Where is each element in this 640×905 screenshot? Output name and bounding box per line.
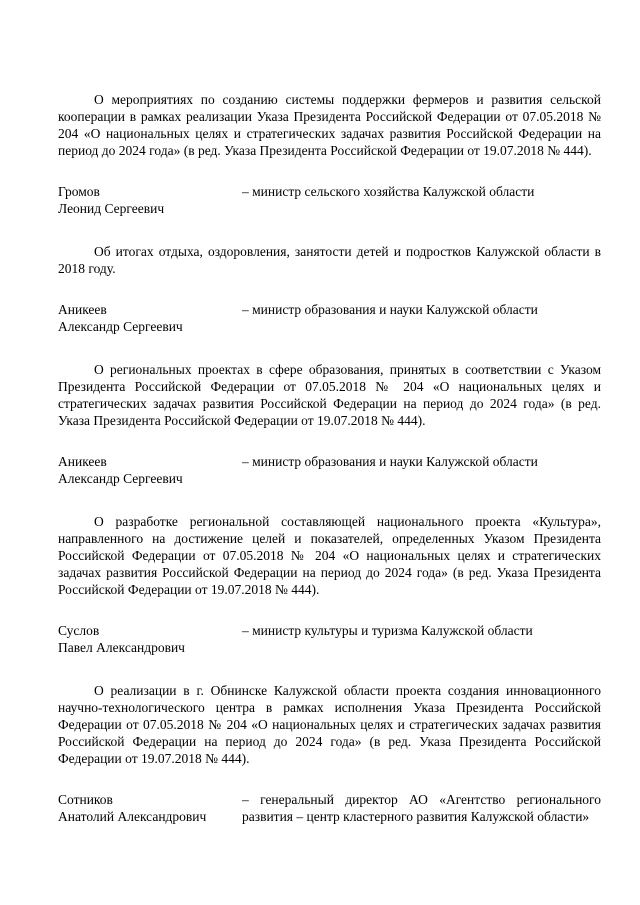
speaker-block [58, 183, 601, 217]
speaker-given-names: Леонид Сергеевич [58, 201, 165, 216]
speaker-name [58, 183, 242, 217]
speaker-position: – министр культуры и туризма Калужской области [242, 623, 533, 638]
agenda-item-text: О мероприятиях по созданию системы поддержки фермеров и развития сельской кооперации в рамках реализации Указа Президента Российской Федерации от 07.05.2018 № 204 «О национальных целях и стратегических задачах развития Российской Федерации на период до 2024 года» (в ред. Указа Президента Российской Федерации от 19.07.2018 № 444). [58, 92, 601, 158]
speaker-position: – генеральный директор АО «Агентство регионального развития – центр кластерного развития Калужской области» [242, 792, 601, 824]
speaker-given-names: Александр Сергеевич [58, 471, 183, 486]
speaker-name [58, 791, 242, 825]
agenda-item-text: Об итогах отдыха, оздоровления, занятости детей и подростков Калужской области в 2018 году. [58, 244, 601, 276]
speaker-surname: Сотников [58, 792, 113, 807]
speaker-name [58, 453, 242, 487]
speaker-surname: Громов [58, 184, 100, 199]
speaker-surname: Суслов [58, 623, 100, 638]
document-page [58, 91, 601, 825]
speaker-position: – министр сельского хозяйства Калужской области [242, 184, 535, 199]
speaker-block [58, 453, 601, 487]
speaker-name [58, 622, 242, 656]
speaker-block [58, 301, 601, 335]
speaker-position: – министр образования и науки Калужской области [242, 302, 538, 317]
speaker-surname: Аникеев [58, 454, 107, 469]
speaker-block [58, 622, 601, 656]
agenda-item-text: О реализации в г. Обнинске Калужской области проекта создания инновационного научно-технологического центра в рамках исполнения Указа Президента Российской Федерации от 07.05.2018 № 204 «О национальных целях и стратегических задачах развития Российской Федерации на период до 2024 года» (в ред. Указа Президента Российской Федерации от 19.07.2018 № 444). [58, 683, 601, 766]
agenda-item-text: О разработке региональной составляющей национального проекта «Культура», направленного на достижение целей и показателей, определенных Указом Президента Российской Федерации от 07.05.2018 № 204 «О национальных целях и стратегических задачах развития Российской Федерации на период до 2024 года» (в ред. Указа Президента Российской Федерации от 19.07.2018 № 444). [58, 514, 601, 597]
speaker-position: – министр образования и науки Калужской области [242, 454, 538, 469]
speaker-given-names: Павел Александрович [58, 640, 185, 655]
speaker-name [58, 301, 242, 335]
speaker-block [58, 791, 601, 825]
speaker-given-names: Александр Сергеевич [58, 319, 183, 334]
speaker-surname: Аникеев [58, 302, 107, 317]
speaker-given-names: Анатолий Александрович [58, 809, 207, 824]
agenda-item-text: О региональных проектах в сфере образования, принятых в соответствии с Указом Президента Российской Федерации от 07.05.2018 № 204 «О национальных целях и стратегических задачах развития Российской Федерации на период до 2024 года» (в ред. Указа Президента Российской Федерации от 19.07.2018 № 444). [58, 362, 601, 428]
